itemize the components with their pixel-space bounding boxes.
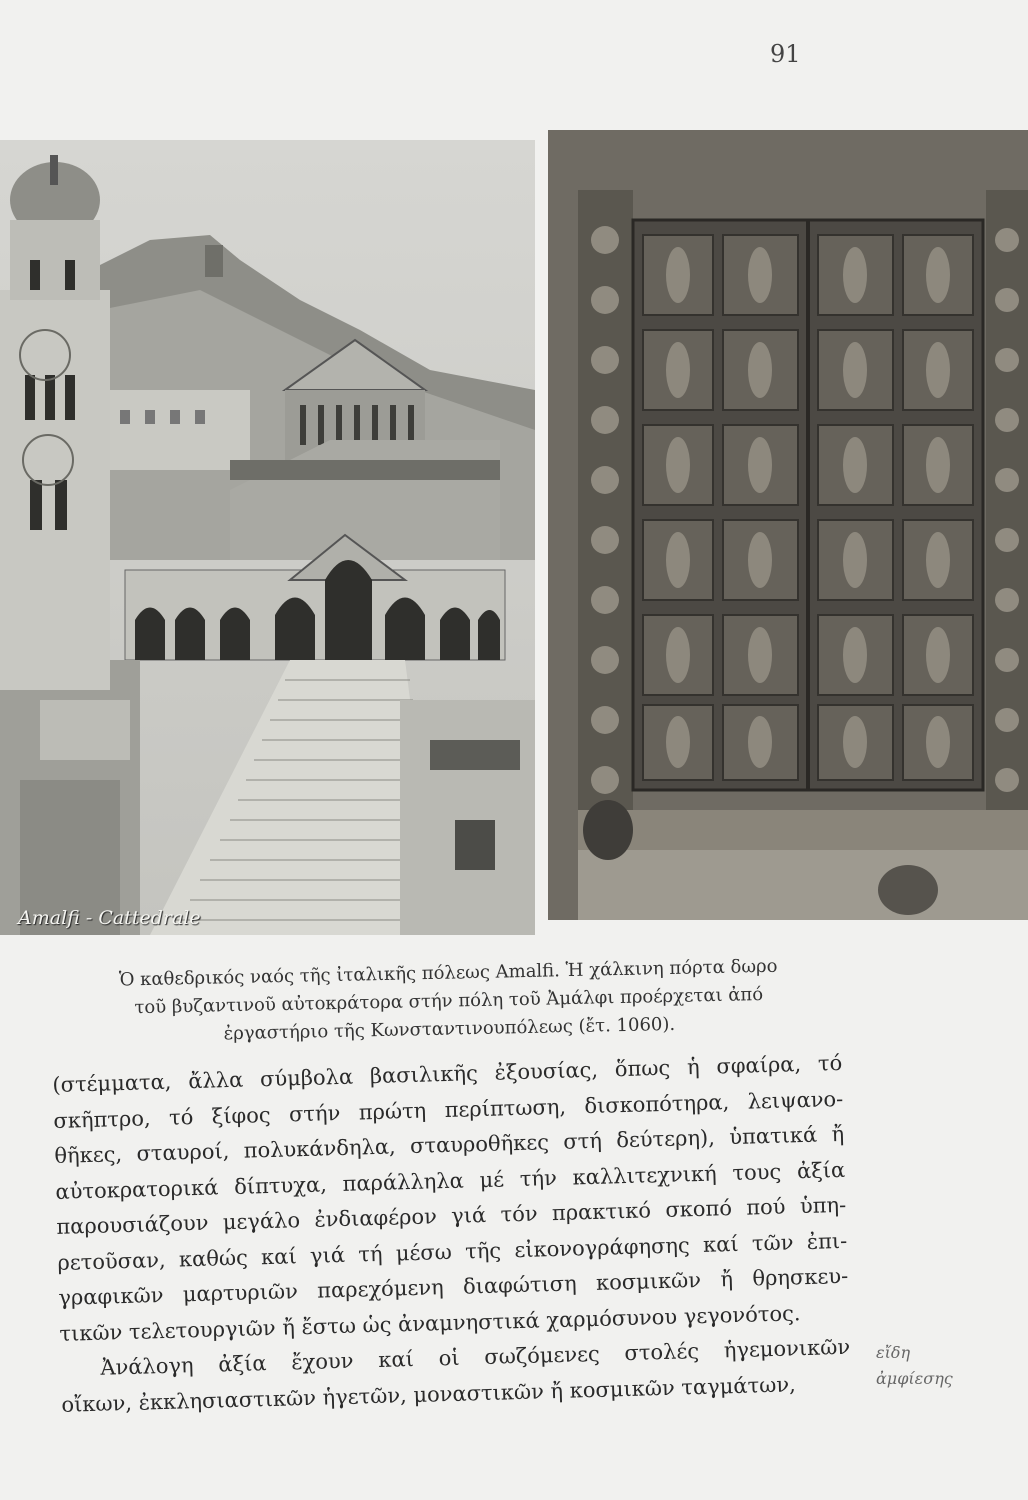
margin-note-line: ἀμφίεσης xyxy=(876,1369,953,1388)
text-line: Ἀνάλογη ἀξία ἔχουν καί οἱ σωζόμενες στολές ἡγεμονικῶν xyxy=(100,1334,851,1380)
margin-note xyxy=(876,1340,1016,1392)
photo-overlay-text: Amalfi - Cattedrale xyxy=(18,907,201,929)
bronze-door-photo xyxy=(548,130,1028,920)
caption-line: Ὁ καθεδρικός ναός τῆς ἰταλικῆς πόλεως Amalfi. Ἡ χάλκινη πόρτα δωρο xyxy=(118,955,778,991)
text-line: ρετοῦσαν, καθώς καί γιά τή μέσω τῆς εἰκονογράφησης καί τῶν ἐπι- xyxy=(57,1228,848,1275)
caption-line: ἐργαστήριο τῆς Κωνσταντινουπόλεως (ἔτ. 1060). xyxy=(223,1013,676,1045)
text-line: σκῆπτρο, τό ξίφος στήν πρώτη περίπτωση, δισκοπότηρα, λειψανο- xyxy=(53,1086,844,1133)
page-number: 91 xyxy=(770,40,801,68)
text-line: (στέμματα, ἄλλα σύμβολα βασιλικῆς ἐξουσίας, ὅπως ἡ σφαίρα, τό xyxy=(52,1050,843,1097)
text-line: αὐτοκρατορικά δίπτυχα, παράλληλα μέ τήν καλλιτεχνική τους ἀξία xyxy=(55,1157,846,1204)
body-text xyxy=(52,1046,852,1423)
caption-line: τοῦ βυζαντινοῦ αὐτοκράτορα στήν πόλη τοῦ Ἀμάλφι προέρχεται ἀπό xyxy=(134,984,764,1019)
text-line: τικῶν τελετουργιῶν ἤ ἔστω ὡς ἀναμνηστικά χαρμόσυνου γεγονότος. xyxy=(59,1300,801,1346)
text-line: οἴκων, ἐκκλησιαστικῶν ἡγετῶν, μοναστικῶν ἤ κοσμικῶν ταγμάτων, xyxy=(61,1371,797,1417)
text-line: παρουσιάζουν μεγάλο ἐνδιαφέρον γιά τόν πρακτικό σκοπό πού ὑπη- xyxy=(56,1192,847,1239)
text-line: γραφικῶν μαρτυριῶν παρεχόμενη διαφώτιση κοσμικῶν ἤ θρησκευ- xyxy=(58,1263,849,1310)
margin-note-line: εἴδη xyxy=(876,1343,911,1362)
text-line: θῆκες, σταυροί, πολυκάνδηλα, σταυροθῆκες στή δεύτερη), ὑπατικά ἤ xyxy=(54,1121,845,1168)
figure-caption xyxy=(48,951,850,1052)
amalfi-cathedral-photo xyxy=(0,140,535,935)
